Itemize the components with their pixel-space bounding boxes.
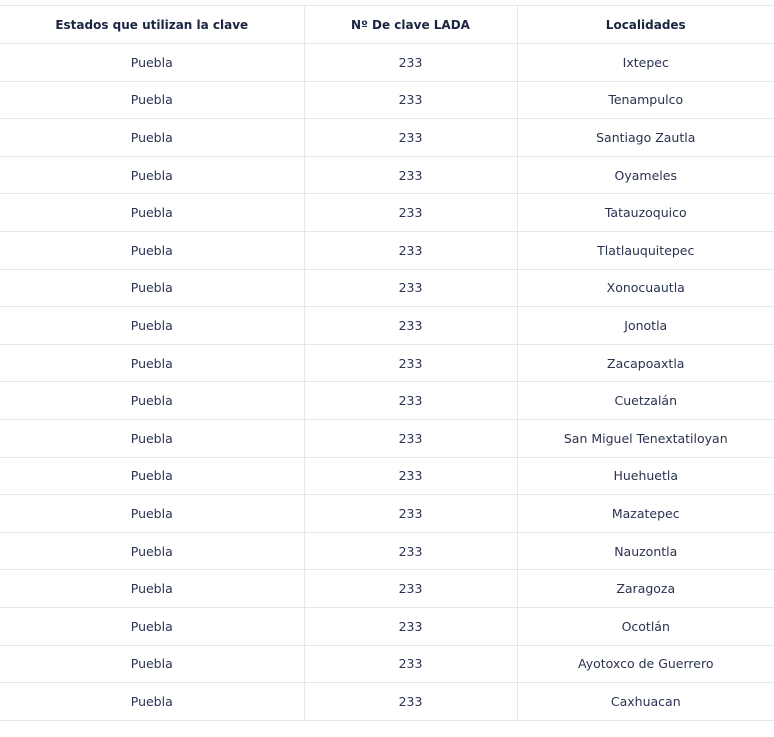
cell-localidad: Zacapoaxtla bbox=[517, 344, 774, 382]
table-row bbox=[0, 307, 774, 345]
table-row bbox=[0, 457, 774, 495]
cell-clave-lada: 233 bbox=[304, 532, 517, 570]
cell-clave-lada: 233 bbox=[304, 156, 517, 194]
cell-localidad: Caxhuacan bbox=[517, 683, 774, 721]
table-row bbox=[0, 119, 774, 157]
lada-table-container bbox=[0, 5, 774, 721]
table-row bbox=[0, 344, 774, 382]
cell-localidad: Cuetzalán bbox=[517, 382, 774, 420]
cell-clave-lada: 233 bbox=[304, 344, 517, 382]
cell-clave-lada: 233 bbox=[304, 44, 517, 82]
header-clave-lada: Nº De clave LADA bbox=[304, 6, 517, 44]
table-row bbox=[0, 532, 774, 570]
cell-localidad: Santiago Zautla bbox=[517, 119, 774, 157]
table-row bbox=[0, 495, 774, 533]
cell-localidad: Ixtepec bbox=[517, 44, 774, 82]
cell-localidad: Tatauzoquico bbox=[517, 194, 774, 232]
table-row bbox=[0, 570, 774, 608]
cell-clave-lada: 233 bbox=[304, 495, 517, 533]
cell-localidad: Mazatepec bbox=[517, 495, 774, 533]
cell-estado: Puebla bbox=[0, 532, 304, 570]
header-estados: Estados que utilizan la clave bbox=[0, 6, 304, 44]
cell-estado: Puebla bbox=[0, 495, 304, 533]
cell-clave-lada: 233 bbox=[304, 645, 517, 683]
cell-estado: Puebla bbox=[0, 231, 304, 269]
cell-estado: Puebla bbox=[0, 570, 304, 608]
table-row bbox=[0, 44, 774, 82]
cell-clave-lada: 233 bbox=[304, 419, 517, 457]
cell-estado: Puebla bbox=[0, 607, 304, 645]
cell-localidad: Zaragoza bbox=[517, 570, 774, 608]
cell-localidad: Oyameles bbox=[517, 156, 774, 194]
cell-clave-lada: 233 bbox=[304, 231, 517, 269]
cell-clave-lada: 233 bbox=[304, 683, 517, 721]
cell-clave-lada: 233 bbox=[304, 570, 517, 608]
cell-localidad: Huehuetla bbox=[517, 457, 774, 495]
table-body bbox=[0, 44, 774, 721]
cell-clave-lada: 233 bbox=[304, 81, 517, 119]
cell-estado: Puebla bbox=[0, 119, 304, 157]
cell-estado: Puebla bbox=[0, 81, 304, 119]
cell-estado: Puebla bbox=[0, 156, 304, 194]
cell-localidad: San Miguel Tenextatiloyan bbox=[517, 419, 774, 457]
lada-table bbox=[0, 5, 774, 721]
table-row bbox=[0, 419, 774, 457]
cell-estado: Puebla bbox=[0, 44, 304, 82]
cell-estado: Puebla bbox=[0, 194, 304, 232]
table-row bbox=[0, 683, 774, 721]
cell-localidad: Jonotla bbox=[517, 307, 774, 345]
cell-estado: Puebla bbox=[0, 457, 304, 495]
table-row bbox=[0, 269, 774, 307]
cell-localidad: Ayotoxco de Guerrero bbox=[517, 645, 774, 683]
table-row bbox=[0, 156, 774, 194]
table-row bbox=[0, 194, 774, 232]
cell-clave-lada: 233 bbox=[304, 269, 517, 307]
table-row bbox=[0, 607, 774, 645]
header-row bbox=[0, 6, 774, 44]
table-row bbox=[0, 81, 774, 119]
cell-estado: Puebla bbox=[0, 382, 304, 420]
cell-localidad: Xonocuautla bbox=[517, 269, 774, 307]
cell-localidad: Nauzontla bbox=[517, 532, 774, 570]
cell-estado: Puebla bbox=[0, 344, 304, 382]
cell-localidad: Tlatlauquitepec bbox=[517, 231, 774, 269]
cell-estado: Puebla bbox=[0, 645, 304, 683]
cell-estado: Puebla bbox=[0, 683, 304, 721]
cell-clave-lada: 233 bbox=[304, 194, 517, 232]
cell-localidad: Ocotlán bbox=[517, 607, 774, 645]
cell-estado: Puebla bbox=[0, 269, 304, 307]
header-localidades: Localidades bbox=[517, 6, 774, 44]
cell-clave-lada: 233 bbox=[304, 307, 517, 345]
cell-localidad: Tenampulco bbox=[517, 81, 774, 119]
cell-clave-lada: 233 bbox=[304, 457, 517, 495]
cell-estado: Puebla bbox=[0, 419, 304, 457]
table-row bbox=[0, 382, 774, 420]
cell-estado: Puebla bbox=[0, 307, 304, 345]
table-row bbox=[0, 231, 774, 269]
cell-clave-lada: 233 bbox=[304, 607, 517, 645]
cell-clave-lada: 233 bbox=[304, 382, 517, 420]
cell-clave-lada: 233 bbox=[304, 119, 517, 157]
table-row bbox=[0, 645, 774, 683]
table-header bbox=[0, 6, 774, 44]
